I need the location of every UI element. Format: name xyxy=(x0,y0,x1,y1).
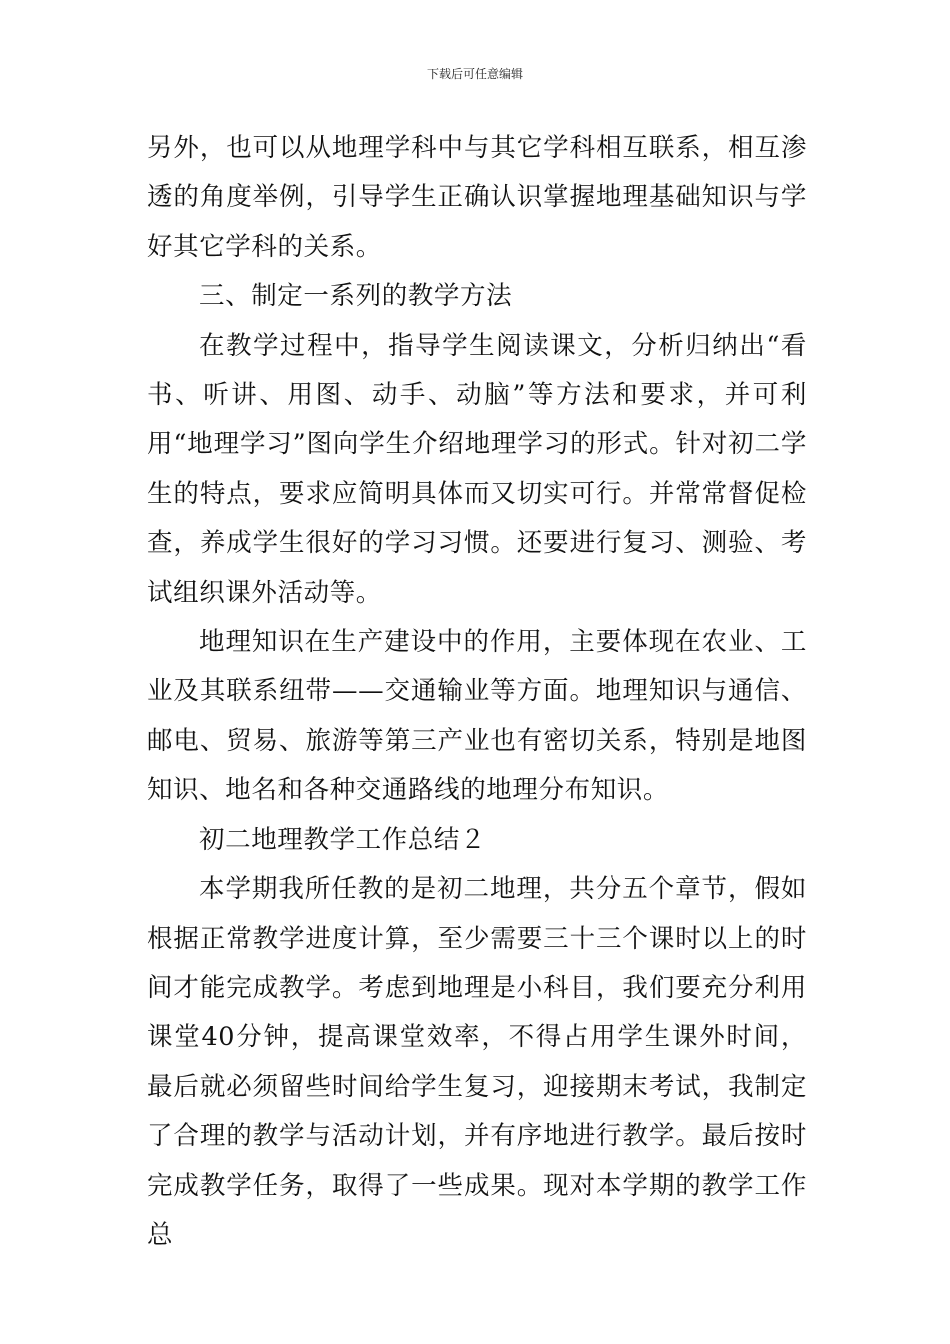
paragraph-teaching-process: 在教学过程中，指导学生阅读课文，分析归纳出“看书、听讲、用图、动手、动脑”等方法和要求，并可利用“地理学习”图向学生介绍地理学习的形式。针对初二学生的特点，要求应简明具体而又切实可行。并常常督促检查，养成学生很好的学习习惯。还要进行复习、测验、考试组织课外活动等。 xyxy=(147,330,808,608)
section-heading-teaching-methods: 三、制定一系列的教学方法 xyxy=(199,281,513,312)
paragraph-semester-summary: 本学期我所任教的是初二地理，共分五个章节，假如根据正常教学进度计算，至少需要三十三个课时以上的时间才能完成教学。考虑到地理是小科目，我们要充分利用课堂40分钟，提高课堂效率，不得占用学生课外时间，最后就必须留些时间给学生复习，迎接期末考试，我制定了合理的教学与活动计划，并有序地进行教学。最后按时完成教学任务，取得了一些成果。现对本学期的教学工作总 xyxy=(147,874,807,1250)
paragraph-other-subjects: 另外，也可以从地理学科中与其它学科相互联系，相互渗透的角度举例，引导学生正确认识掌握地理基础知识与学好其它学科的关系。 xyxy=(147,133,807,262)
document-body xyxy=(147,124,807,1260)
section-title-summary-2: 初二地理教学工作总结２ xyxy=(199,824,487,855)
page-header-note: 下载后可任意编辑 xyxy=(426,67,523,81)
paragraph-geography-knowledge: 地理知识在生产建设中的作用，主要体现在农业、工业及其联系纽带——交通输业等方面。地理知识与通信、邮电、贸易、旅游等第三产业也有密切关系，特别是地图知识、地名和各种交通路线的地理分布知识。 xyxy=(147,627,807,806)
